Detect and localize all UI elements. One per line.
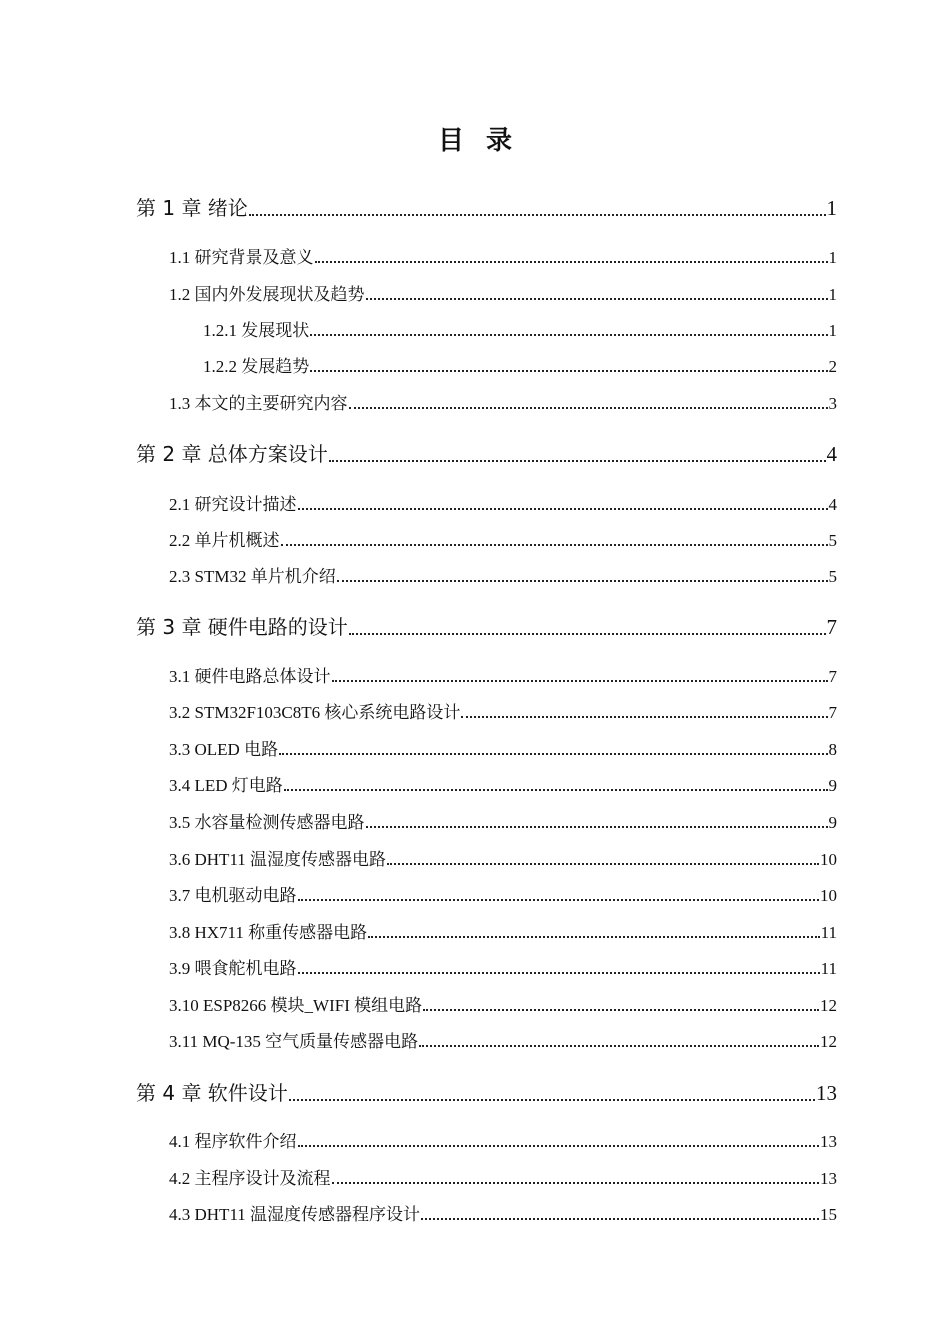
toc-entry-title: 3.1 硬件电路总体设计	[169, 667, 331, 686]
toc-dot-leader	[337, 580, 828, 582]
toc-page-number: 8	[828, 740, 837, 759]
toc-dot-leader	[281, 544, 828, 546]
toc-page-number: 12	[820, 1032, 837, 1051]
toc-dot-leader	[310, 370, 827, 372]
toc-dot-leader	[461, 716, 827, 718]
toc-dot-leader	[329, 460, 826, 462]
toc-page-number: 7	[826, 615, 837, 639]
toc-entry-title: 1.2.2 发展趋势	[203, 357, 310, 376]
toc-entry-title: 3.6 DHT11 温湿度传感器电路	[169, 850, 387, 869]
toc-page-number: 15	[820, 1205, 837, 1224]
toc-page-number: 13	[816, 1081, 837, 1105]
toc-entry-title: 3.10 ESP8266 模块_WIFI 模组电路	[169, 996, 423, 1015]
toc-page-number: 7	[828, 703, 837, 722]
page-title: 目录	[437, 126, 534, 156]
toc-section-entry[interactable]	[169, 918, 837, 943]
toc-dot-leader	[419, 1045, 819, 1047]
toc-chapter-entry[interactable]	[136, 192, 837, 221]
toc-section-entry[interactable]	[169, 808, 837, 833]
toc-dot-leader	[249, 214, 826, 216]
toc-entry-title: 第 2 章 总体方案设计	[136, 442, 328, 466]
toc-page-number: 1	[828, 321, 837, 340]
toc-section-entry[interactable]	[169, 562, 837, 587]
toc-section-entry[interactable]	[203, 316, 837, 341]
toc-entry-title: 1.1 研究背景及意义	[169, 248, 314, 267]
toc-section-entry[interactable]	[169, 991, 837, 1016]
toc-section-entry[interactable]	[169, 698, 837, 723]
toc-section-entry[interactable]	[169, 1127, 837, 1152]
toc-entry-title: 3.7 电机驱动电路	[169, 886, 297, 905]
toc-entry-title: 3.5 水容量检测传感器电路	[169, 813, 365, 832]
toc-entry-title: 2.2 单片机概述	[169, 531, 280, 550]
toc-entry-title: 第 4 章 软件设计	[136, 1081, 288, 1105]
toc-entry-title: 3.11 MQ-135 空气质量传感器电路	[169, 1032, 419, 1051]
toc-section-entry[interactable]	[169, 526, 837, 551]
toc-section-entry[interactable]	[169, 490, 837, 515]
toc-dot-leader	[279, 753, 827, 755]
toc-section-entry[interactable]	[169, 1164, 837, 1189]
toc-dot-leader	[387, 863, 819, 865]
toc-entry-title: 3.8 HX711 称重传感器电路	[169, 923, 368, 942]
toc-page-number: 10	[820, 850, 837, 869]
toc-dot-leader	[298, 899, 820, 901]
toc-dot-leader	[289, 1099, 815, 1101]
toc-page-number: 1	[828, 285, 837, 304]
toc-dot-leader	[366, 298, 828, 300]
toc-dot-leader	[349, 407, 828, 409]
toc-dot-leader	[298, 1145, 820, 1147]
toc-section-entry[interactable]	[169, 1200, 837, 1225]
toc-section-entry[interactable]	[169, 735, 837, 760]
toc-chapter-entry[interactable]	[136, 438, 837, 467]
toc-dot-leader	[349, 633, 826, 635]
toc-page-number: 9	[828, 813, 837, 832]
toc-entry-title: 1.2.1 发展现状	[203, 321, 310, 340]
toc-dot-leader	[298, 508, 828, 510]
toc-dot-leader	[310, 334, 827, 336]
toc-dot-leader	[315, 261, 828, 263]
toc-page-number: 9	[828, 776, 837, 795]
toc-dot-leader	[421, 1218, 819, 1220]
toc-page-number: 1	[826, 196, 837, 220]
toc-entry-title: 4.3 DHT11 温湿度传感器程序设计	[169, 1205, 421, 1224]
toc-page-number: 11	[820, 959, 837, 978]
toc-page-number: 2	[828, 357, 837, 376]
toc-entry-title: 第 3 章 硬件电路的设计	[136, 615, 348, 639]
toc-dot-leader	[332, 680, 828, 682]
toc-section-entry[interactable]	[169, 243, 837, 268]
toc-page-number: 3	[828, 394, 837, 413]
toc-entry-title: 2.3 STM32 单片机介绍	[169, 567, 336, 586]
toc-dot-leader	[368, 936, 819, 938]
toc-entry-title: 4.2 主程序设计及流程	[169, 1169, 331, 1188]
toc-section-entry[interactable]	[169, 771, 837, 796]
toc-entry-title: 3.3 OLED 电路	[169, 740, 279, 759]
toc-entry-title: 1.2 国内外发展现状及趋势	[169, 285, 365, 304]
toc-entry-title: 第 1 章 绪论	[136, 196, 248, 220]
toc-section-entry[interactable]	[169, 881, 837, 906]
toc-section-entry[interactable]	[169, 280, 837, 305]
toc-page-number: 7	[828, 667, 837, 686]
toc-page-number: 11	[820, 923, 837, 942]
toc-chapter-entry[interactable]	[136, 1077, 837, 1106]
toc-entry-title: 2.1 研究设计描述	[169, 495, 297, 514]
toc-page-number: 4	[828, 495, 837, 514]
toc-section-entry[interactable]	[203, 352, 837, 377]
toc-page-number: 12	[820, 996, 837, 1015]
toc-entry-title: 1.3 本文的主要研究内容	[169, 394, 348, 413]
toc-page-number: 10	[820, 886, 837, 905]
toc-page-number: 4	[826, 442, 837, 466]
toc-section-entry[interactable]	[169, 845, 837, 870]
toc-section-entry[interactable]	[169, 1027, 837, 1052]
toc-entry-title: 3.4 LED 灯电路	[169, 776, 283, 795]
toc-section-entry[interactable]	[169, 662, 837, 687]
toc-dot-leader	[284, 789, 828, 791]
toc-dot-leader	[366, 826, 828, 828]
toc-page-number: 13	[820, 1169, 837, 1188]
toc-page-number: 5	[828, 531, 837, 550]
toc-page-number: 13	[820, 1132, 837, 1151]
toc-chapter-entry[interactable]	[136, 611, 837, 640]
toc-entry-title: 3.2 STM32F103C8T6 核心系统电路设计	[169, 703, 461, 722]
toc-section-entry[interactable]	[169, 954, 837, 979]
toc-entry-title: 3.9 喂食舵机电路	[169, 959, 297, 978]
toc-entry-title: 4.1 程序软件介绍	[169, 1132, 297, 1151]
toc-dot-leader	[423, 1009, 819, 1011]
toc-dot-leader	[332, 1182, 820, 1184]
toc-page-number: 1	[828, 248, 837, 267]
toc-section-entry[interactable]	[169, 389, 837, 414]
toc-page-number: 5	[828, 567, 837, 586]
toc-dot-leader	[298, 972, 820, 974]
